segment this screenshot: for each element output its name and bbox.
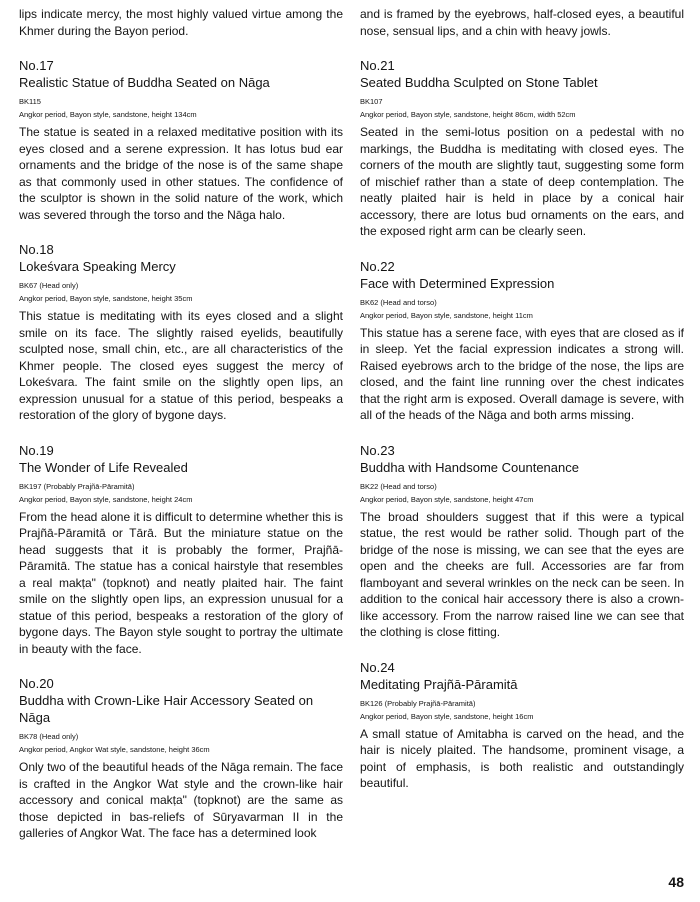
entry-19: [19, 442, 343, 658]
entry-number: No.23: [360, 442, 395, 458]
entry-22: [360, 258, 684, 424]
entry-description: Seated in the semi-lotus position on a pedestal with no markings, the Buddha is meditating with closed eyes. The corners of the mouth are slightly taut, suggesting some form of mischief rather than a state of deep contemplation. The neatly plaited hair is held in place by a conical hair accessory, there are lotus bud ornaments on the ears, and the exposed right arm can be clearly seen.: [360, 125, 684, 238]
entry-24: [360, 659, 684, 792]
entry-catalog: BK115: [19, 97, 41, 106]
entry-number: No.18: [19, 242, 54, 257]
entry-number: No.17: [19, 58, 54, 73]
entry-title: Seated Buddha Sculpted on Stone Tablet: [360, 75, 598, 90]
entry-description: Only two of the beautiful heads of the Nāga remain. The face is crafted in the Angkor Wat style and the crown-like hair accessory and conical makṭa" (topknot) are the same as those depicted in bas-reliefs of Sūryavarman II in the galleries of Angkor Wat. The face has a determined look: [19, 760, 343, 840]
entry-title: Buddha with Crown-Like Hair Accessory Seated on Nāga: [19, 693, 314, 725]
entry-17: [19, 57, 343, 223]
entry-catalog: BK78 (Head only): [19, 732, 79, 741]
entry-description: From the head alone it is difficult to determine whether this is Prajñā-Pāramitā or Tārā. But the miniature statue on the head suggests that it is probably the former, Prajñā-Pāramitā. The statue has a conical hairstyle that resembles a real makṭa" (topknot) and neatly plaited hair. The faint smile on the slightly open lips, an expression unusual for a statue of this period, bespeaks a restoration of the glory of bygone days. The Bayon style sought to portray the ultimate in beauty with the face.: [19, 509, 343, 656]
entry-title: Lokeśvara Speaking Mercy: [19, 259, 176, 274]
entry-number: No.24: [360, 659, 395, 675]
entry-catalog: BK62 (Head and torso): [360, 297, 437, 307]
entry-20: [19, 675, 343, 842]
entry-description: The broad shoulders suggest that if this were a typical statue, the rest would be rather solid. Though part of the bridge of the nose is missing, we can see that the eyes are open and the cheeks are full. Accessories are far from flamboyant and several wrinkles on the neck can be seen. In addition to the conical hair accessory there is also a crown-like accessory. From the narrow raised line we can see that the clothing is close fitting.: [360, 509, 684, 639]
right-column: [360, 6, 684, 792]
right-lead-text: and is framed by the eyebrows, half-closed eyes, a beautiful nose, sensual lips, and a chin with heavy jowls.: [360, 7, 684, 38]
entry-number: No.22: [360, 258, 395, 274]
entry-meta: Angkor period, Bayon style, sandstone, height 86cm, width 52cm: [360, 110, 576, 119]
entry-title: Buddha with Handsome Countenance: [360, 459, 579, 475]
entry-catalog: BK197 (Probably Prajñā-Pāramitā): [19, 481, 135, 491]
entry-number: No.21: [360, 58, 395, 73]
entry-catalog: BK22 (Head and torso): [360, 481, 437, 491]
entry-catalog: BK126 (Probably Prajñā-Pāramitā): [360, 698, 476, 708]
entry-meta: Angkor period, Bayon style, sandstone, height 16cm: [360, 711, 534, 721]
entry-meta: Angkor period, Bayon style, sandstone, height 24cm: [19, 494, 193, 504]
entry-title: Meditating Prajñā-Pāramitā: [360, 676, 518, 692]
entry-meta: Angkor period, Bayon style, sandstone, height 11cm: [360, 310, 533, 320]
entry-description: The statue is seated in a relaxed meditative position with its eyes closed and a serene expression. It has lotus bud ear ornaments and the bridge of the nose is of the same shape as that commonly used in other statues. The confidence of the sculptor is shown in the solid nature of the work, which was severed through the torso and the Nāga halo.: [19, 125, 343, 222]
entry-meta: Angkor period, Bayon style, sandstone, height 35cm: [19, 294, 193, 303]
entry-description: This statue has a serene face, with eyes that are closed as if in sleep. Yet the facial expression indicates a strong will. Raised eyebrows arch to the bridge of the nose, the lips are closed, and the faint line running over the chest indicates that the right arm is exposed. Overall damage is severe, with all of the heads of the Nāga and both arms missing.: [360, 325, 684, 422]
entry-meta: Angkor period, Angkor Wat style, sandstone, height 36cm: [19, 745, 210, 754]
entry-title: Face with Determined Expression: [360, 275, 555, 291]
entry-meta: Angkor period, Bayon style, sandstone, height 134cm: [19, 110, 197, 119]
left-column: [19, 6, 343, 842]
entry-18: [19, 241, 343, 424]
entry-title: Realistic Statue of Buddha Seated on Nāga: [19, 75, 270, 90]
entry-23: [360, 442, 684, 641]
entry-catalog: BK67 (Head only): [19, 281, 79, 290]
entry-description: This statue is meditating with its eyes closed and a slight smile on its face. The slightly raised eyelids, beautifully sculpted nose, small chin, etc., are all characteristics of the Khmer people. The closed eyes suggest the mercy of Lokeśvara. The faint smile on the slightly open lips, an expression unusual for a statue of this period, bespeaks a restoration of the glory of bygone days.: [19, 309, 343, 422]
entry-title: The Wonder of Life Revealed: [19, 459, 188, 475]
entry-meta: Angkor period, Bayon style, sandstone, height 47cm: [360, 494, 534, 504]
entry-description: A small statue of Amitabha is carved on the head, and the hair is nicely plaited. The handsome, prominent visage, a point of emphasis, is both realistic and outstandingly beautiful.: [360, 726, 684, 790]
entry-number: No.20: [19, 676, 54, 691]
entry-catalog: BK107: [360, 97, 383, 106]
entry-number: No.19: [19, 442, 54, 458]
left-lead-text: lips indicate mercy, the most highly valued virtue among the Khmer during the Bayon period.: [19, 7, 343, 38]
entry-21: [360, 57, 684, 240]
page-number: 48: [668, 874, 684, 890]
